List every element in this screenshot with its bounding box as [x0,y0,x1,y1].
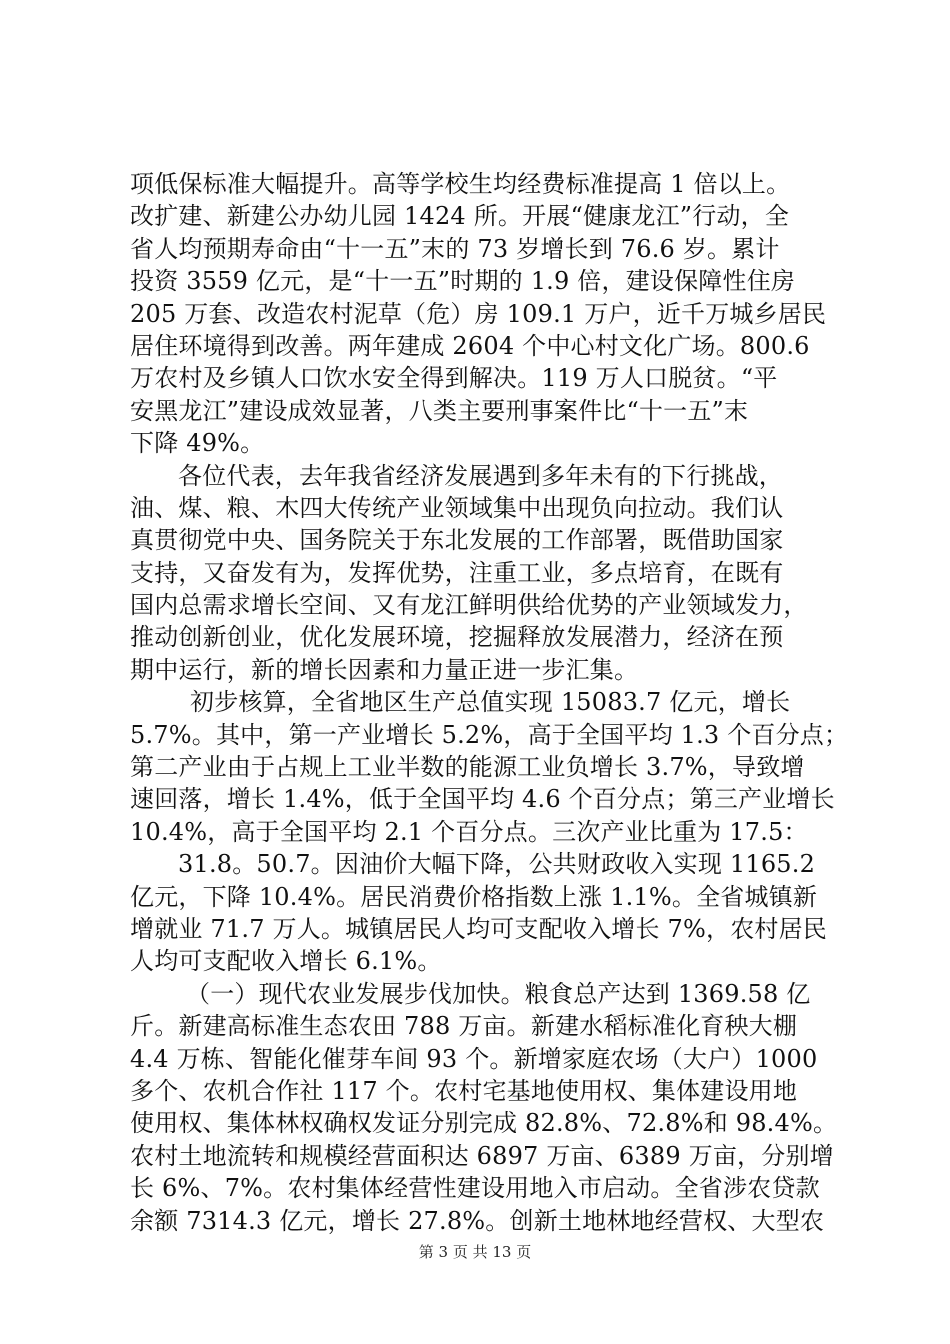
text-line: 10.4%，高于全国平均 2.1 个百分点。三次产业比重为 17.5： [130,817,808,846]
text-line: 5.7%。其中，第一产业增长 5.2%，高于全国平均 1.3 个百分点； [130,720,849,749]
text-line: 增就业 71.7 万人。城镇居民人均可支配收入增长 7%，农村居民 [130,914,827,943]
text-line: 205 万套、改造农村泥草（危）房 109.1 万户，近千万城乡居民 [130,299,827,328]
text-line: 居住环境得到改善。两年建成 2604 个中心村文化广场。800.6 [130,331,810,360]
text-line: 农村土地流转和规模经营面积达 6897 万亩、6389 万亩，分别增 [130,1141,834,1170]
text-line: 使用权、集体林权确权发证分别完成 82.8%、72.8%和 98.4%。 [130,1109,838,1138]
text-line: 投资 3559 亿元，是“十一五”时期的 1.9 倍，建设保障性住房 [130,267,796,296]
body-text [130,168,849,1237]
text-line: 真贯彻党中央、国务院关于东北发展的工作部署，既借助国家 [130,526,784,555]
text-line: 国内总需求增长空间、又有龙江鲜明供给优势的产业领域发力， [130,591,808,620]
text-line: 安黑龙江”建设成效显著，八类主要刑事案件比“十一五”末 [130,396,749,425]
text-line: 亿元，下降 10.4%。居民消费价格指数上涨 1.1%。全省城镇新 [130,882,818,911]
text-line: 项低保标准大幅提升。高等学校生均经费标准提高 1 倍以上。 [130,170,791,198]
text-line: 改扩建、新建公办幼儿园 1424 所。开展“健康龙江”行动，全 [130,202,790,231]
text-line: 万农村及乡镇人口饮水安全得到解决。119 万人口脱贫。“平 [130,364,778,393]
text-line: 31.8。50.7。因油价大幅下降，公共财政收入实现 1165.2 [178,850,816,879]
text-line: 4.4 万栋、智能化催芽车间 93 个。新增家庭农场（大户）1000 [130,1044,818,1073]
text-line: （一）现代农业发展步伐加快。粮食总产达到 1369.58 亿 [186,979,811,1008]
text-line: 推动创新创业，优化发展环境，挖掘释放发展潜力，经济在预 [130,623,784,652]
text-line: 长 6%、7%。农村集体经营性建设用地入市启动。全省涉农贷款 [130,1174,820,1203]
text-line: 支持，又奋发有为，发挥优势，注重工业，多点培育，在既有 [130,558,784,587]
text-line: 斤。新建高标准生态农田 788 万亩。新建水稻标准化育秧大棚 [130,1012,798,1041]
text-line: 各位代表，去年我省经济发展遇到多年未有的下行挑战， [178,461,783,490]
text-line: 下降 49%。 [130,429,265,458]
text-line: 速回落，增长 1.4%，低于全国平均 4.6 个百分点；第三产业增长 [130,785,835,814]
page-number-footer: 第 3 页 共 13 页 [418,1243,532,1261]
text-line: 多个、农机合作社 117 个。农村宅基地使用权、集体建设用地 [130,1076,798,1105]
text-line: 期中运行，新的增长因素和力量正进一步汇集。 [130,655,639,684]
text-line: 余额 7314.3 亿元，增长 27.8%。创新土地林地经营权、大型农 [130,1206,825,1235]
text-line: 初步核算，全省地区生产总值实现 15083.7 亿元，增长 [190,688,791,717]
text-line: 第二产业由于占规上工业半数的能源工业负增长 3.7%，导致增 [130,753,805,782]
text-line: 油、煤、粮、木四大传统产业领域集中出现负向拉动。我们认 [130,493,784,522]
text-line: 人均可支配收入增长 6.1%。 [130,947,442,976]
text-line: 省人均预期寿命由“十一五”末的 73 岁增长到 76.6 岁。累计 [130,234,780,263]
